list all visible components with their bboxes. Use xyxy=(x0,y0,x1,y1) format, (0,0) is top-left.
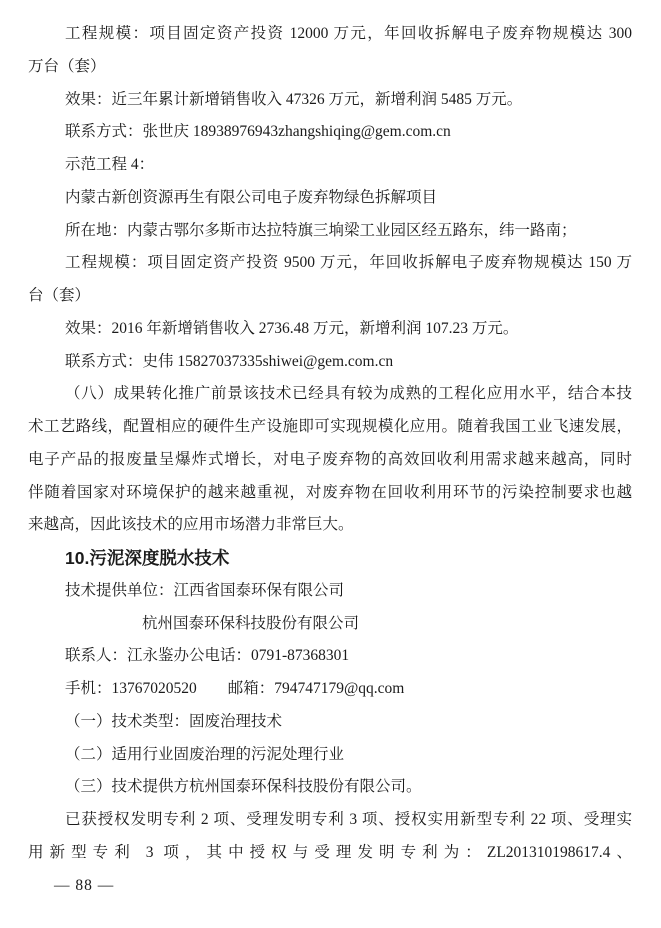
page-content xyxy=(28,18,632,902)
section-heading: 10.污泥深度脱水技术 xyxy=(65,548,230,568)
text-line: 来越高，因此该技术的应用市场潜力非常巨大。 xyxy=(28,516,354,534)
contact-line: 手机：13767020520 邮箱：794747179@qq.com xyxy=(65,680,405,697)
text-line: 杭州国泰环保科技股份有限公司 xyxy=(142,614,360,632)
text-line: （三）技术提供方杭州国泰环保科技股份有限公司。 xyxy=(65,778,422,796)
text-line: 伴随着国家对环境保护的越来越重视，对废弃物在回收利用环节的污染控制要求也越 xyxy=(28,483,632,501)
text-line: 工程规模：项目固定资产投资 12000 万元，年回收拆解电子废弃物规模达 300 xyxy=(65,25,632,42)
demo-project-label: 示范工程 4： xyxy=(65,156,155,173)
text-line: 效果：近三年累计新增销售收入 47326 万元，新增利润 5485 万元。 xyxy=(65,90,523,108)
text-line: 台（套） xyxy=(28,287,91,304)
contact-line: 联系方式：史伟 15827037335shiwei@gem.com.cn xyxy=(65,352,394,370)
text-line: （二）适用行业固废治理的污泥处理行业 xyxy=(65,745,345,763)
text-line: 工程规模：项目固定资产投资 9500 万元，年回收拆解电子废弃物规模达 150 万 xyxy=(65,254,632,272)
text-line: 所在地：内蒙古鄂尔多斯市达拉特旗三垧梁工业园区经五路东，纬一路南； xyxy=(65,221,577,239)
text-line: 技术提供单位：江西省国泰环保有限公司 xyxy=(65,581,345,599)
page-number: — 88 — xyxy=(54,876,115,894)
text-line: 电子产品的报废量呈爆炸式增长，对电子废弃物的高效回收利用需求越来越高，同时 xyxy=(28,450,632,468)
text-line: 万台（套） xyxy=(28,57,106,75)
contact-line: 联系人：江永鉴办公电话：0791-87368301 xyxy=(65,647,350,665)
contact-line: 联系方式：张世庆 18938976943zhangshiqing@gem.com.cn xyxy=(65,123,451,141)
text-line: （一）技术类型：固废治理技术 xyxy=(65,712,283,730)
project-title-line: 内蒙古新创资源再生有限公司电子废弃物绿色拆解项目 xyxy=(65,188,438,206)
text-line: 已获授权发明专利 2 项、受理发明专利 3 项、授权实用新型专利 22 项、受理实 xyxy=(65,811,632,828)
text-line: 用新型专利 3 项，其中授权与受理发明专利为：ZL201310198617.4、 xyxy=(28,843,632,861)
text-line: （八）成果转化推广前景该技术已经具有较为成熟的工程化应用水平，结合本技 xyxy=(65,385,632,403)
text-line: 术工艺路线，配置相应的硬件生产设施即可实现规模化应用。随着我国工业飞速发展， xyxy=(28,418,632,435)
text-line: 效果：2016 年新增销售收入 2736.48 万元，新增利润 107.23 万元。 xyxy=(65,319,519,337)
